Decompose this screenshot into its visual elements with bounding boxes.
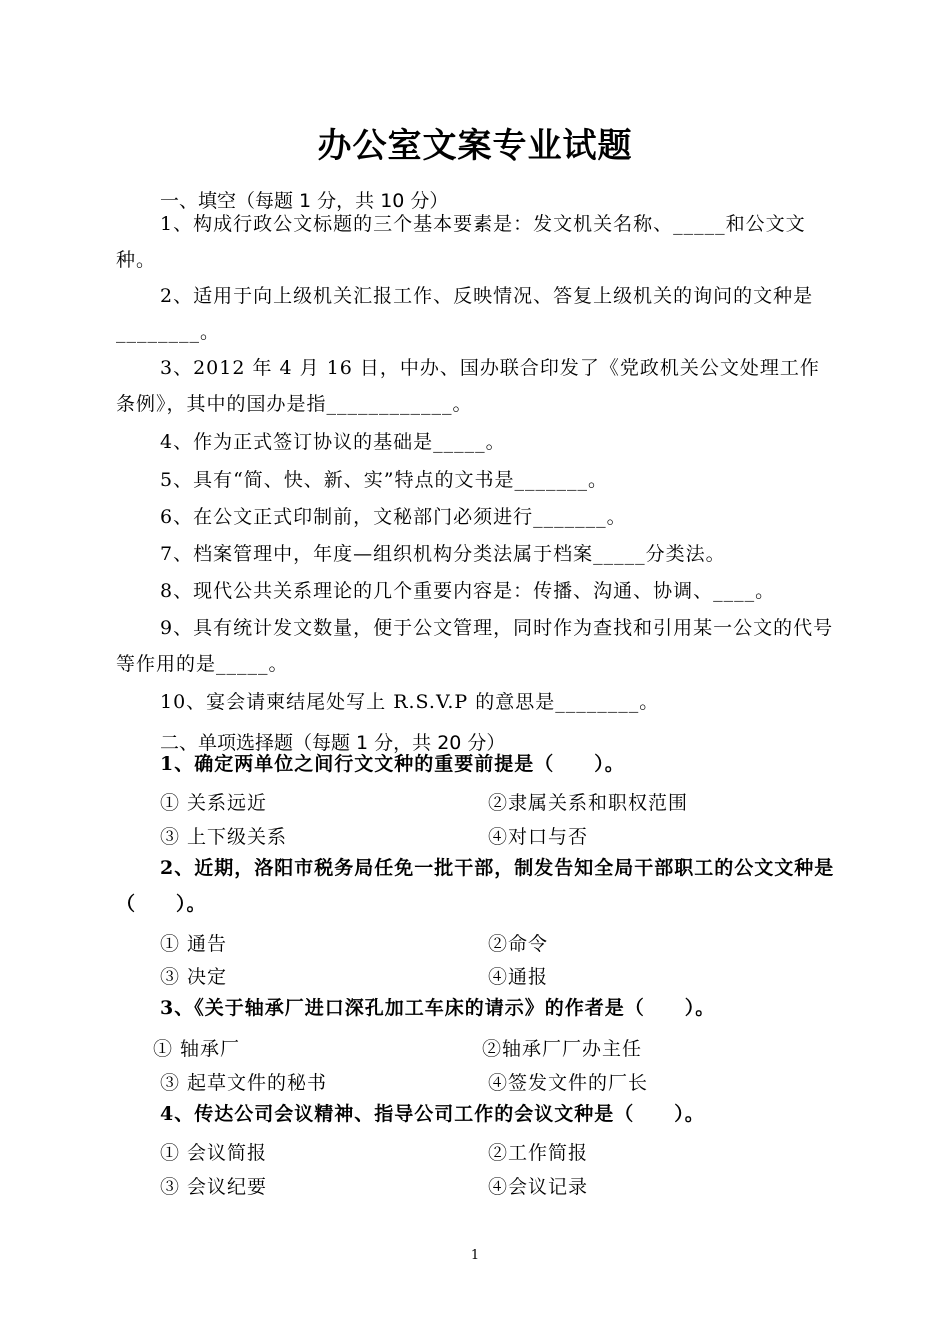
fill-item-7: 7、档案管理中，年度—组织机构分类法属于档案_____分类法。 <box>160 543 726 565</box>
question-1-option-4: ④对口与否 <box>488 826 589 848</box>
fill-item-6: 6、在公文正式印制前，文秘部门必须进行_______。 <box>160 506 627 528</box>
question-2-option-1: ① 通告 <box>160 933 228 955</box>
question-3-option-4: ④签发文件的厂长 <box>488 1072 649 1094</box>
document-title: 办公室文案专业试题 <box>317 126 633 166</box>
fill-item-1: 1、构成行政公文标题的三个基本要素是：发文机关名称、_____和公文文种。 <box>116 213 806 271</box>
fill-item-9: 9、具有统计发文数量，便于公文管理，同时作为查找和引用某一公文的代号等作用的是_____。 <box>116 617 834 675</box>
question-1: 1、确定两单位之间行文文种的重要前提是（ ）。 <box>160 753 625 775</box>
question-1-option-2: ②隶属关系和职权范围 <box>488 792 689 814</box>
question-2-option-3: ③ 决定 <box>160 966 228 988</box>
page-number: 1 <box>470 1248 480 1263</box>
question-1-option-3: ③ 上下级关系 <box>160 826 288 848</box>
section-2-heading: 二、单项选择题（每题 1 分，共 20 分） <box>160 732 506 754</box>
question-3-option-3: ③ 起草文件的秘书 <box>160 1072 328 1094</box>
fill-item-4: 4、作为正式签订协议的基础是_____。 <box>160 431 506 453</box>
fill-item-5: 5、具有“简、快、新、实”特点的文书是_______。 <box>160 469 609 491</box>
question-3: 3、《关于轴承厂进口深孔加工车床的请示》的作者是（ ）。 <box>160 997 716 1019</box>
question-2-option-4: ④通报 <box>488 966 549 988</box>
question-4: 4、传达公司会议精神、指导公司工作的会议文种是（ ）。 <box>160 1103 705 1125</box>
question-4-option-4: ④会议记录 <box>488 1176 589 1198</box>
fill-item-2: 2、适用于向上级机关汇报工作、反映情况、答复上级机关的询问的文种是________。 <box>116 285 814 343</box>
section-1-heading: 一、填空（每题 1 分，共 10 分） <box>160 190 449 212</box>
fill-item-8: 8、现代公共关系理论的几个重要内容是：传播、沟通、协调、____。 <box>160 580 776 602</box>
question-3-option-1: ① 轴承厂 <box>153 1038 241 1060</box>
question-4-option-3: ③ 会议纪要 <box>160 1176 268 1198</box>
question-1-option-1: ① 关系远近 <box>160 792 268 814</box>
question-2: 2、近期，洛阳市税务局任免一批干部，制发告知全局干部职工的公文文种是（ ）。 <box>116 857 835 915</box>
question-4-option-2: ②工作简报 <box>488 1142 589 1164</box>
fill-item-3: 3、2012 年 4 月 16 日，中办、国办联合印发了《党政机关公文处理工作条例》，其中的国办是指____________。 <box>116 357 820 415</box>
question-3-option-2: ②轴承厂厂办主任 <box>482 1038 643 1060</box>
question-2-option-2: ②命令 <box>488 933 549 955</box>
question-4-option-1: ① 会议简报 <box>160 1142 268 1164</box>
fill-item-10: 10、宴会请柬结尾处写上 R.S.V.P 的意思是________。 <box>160 691 660 713</box>
